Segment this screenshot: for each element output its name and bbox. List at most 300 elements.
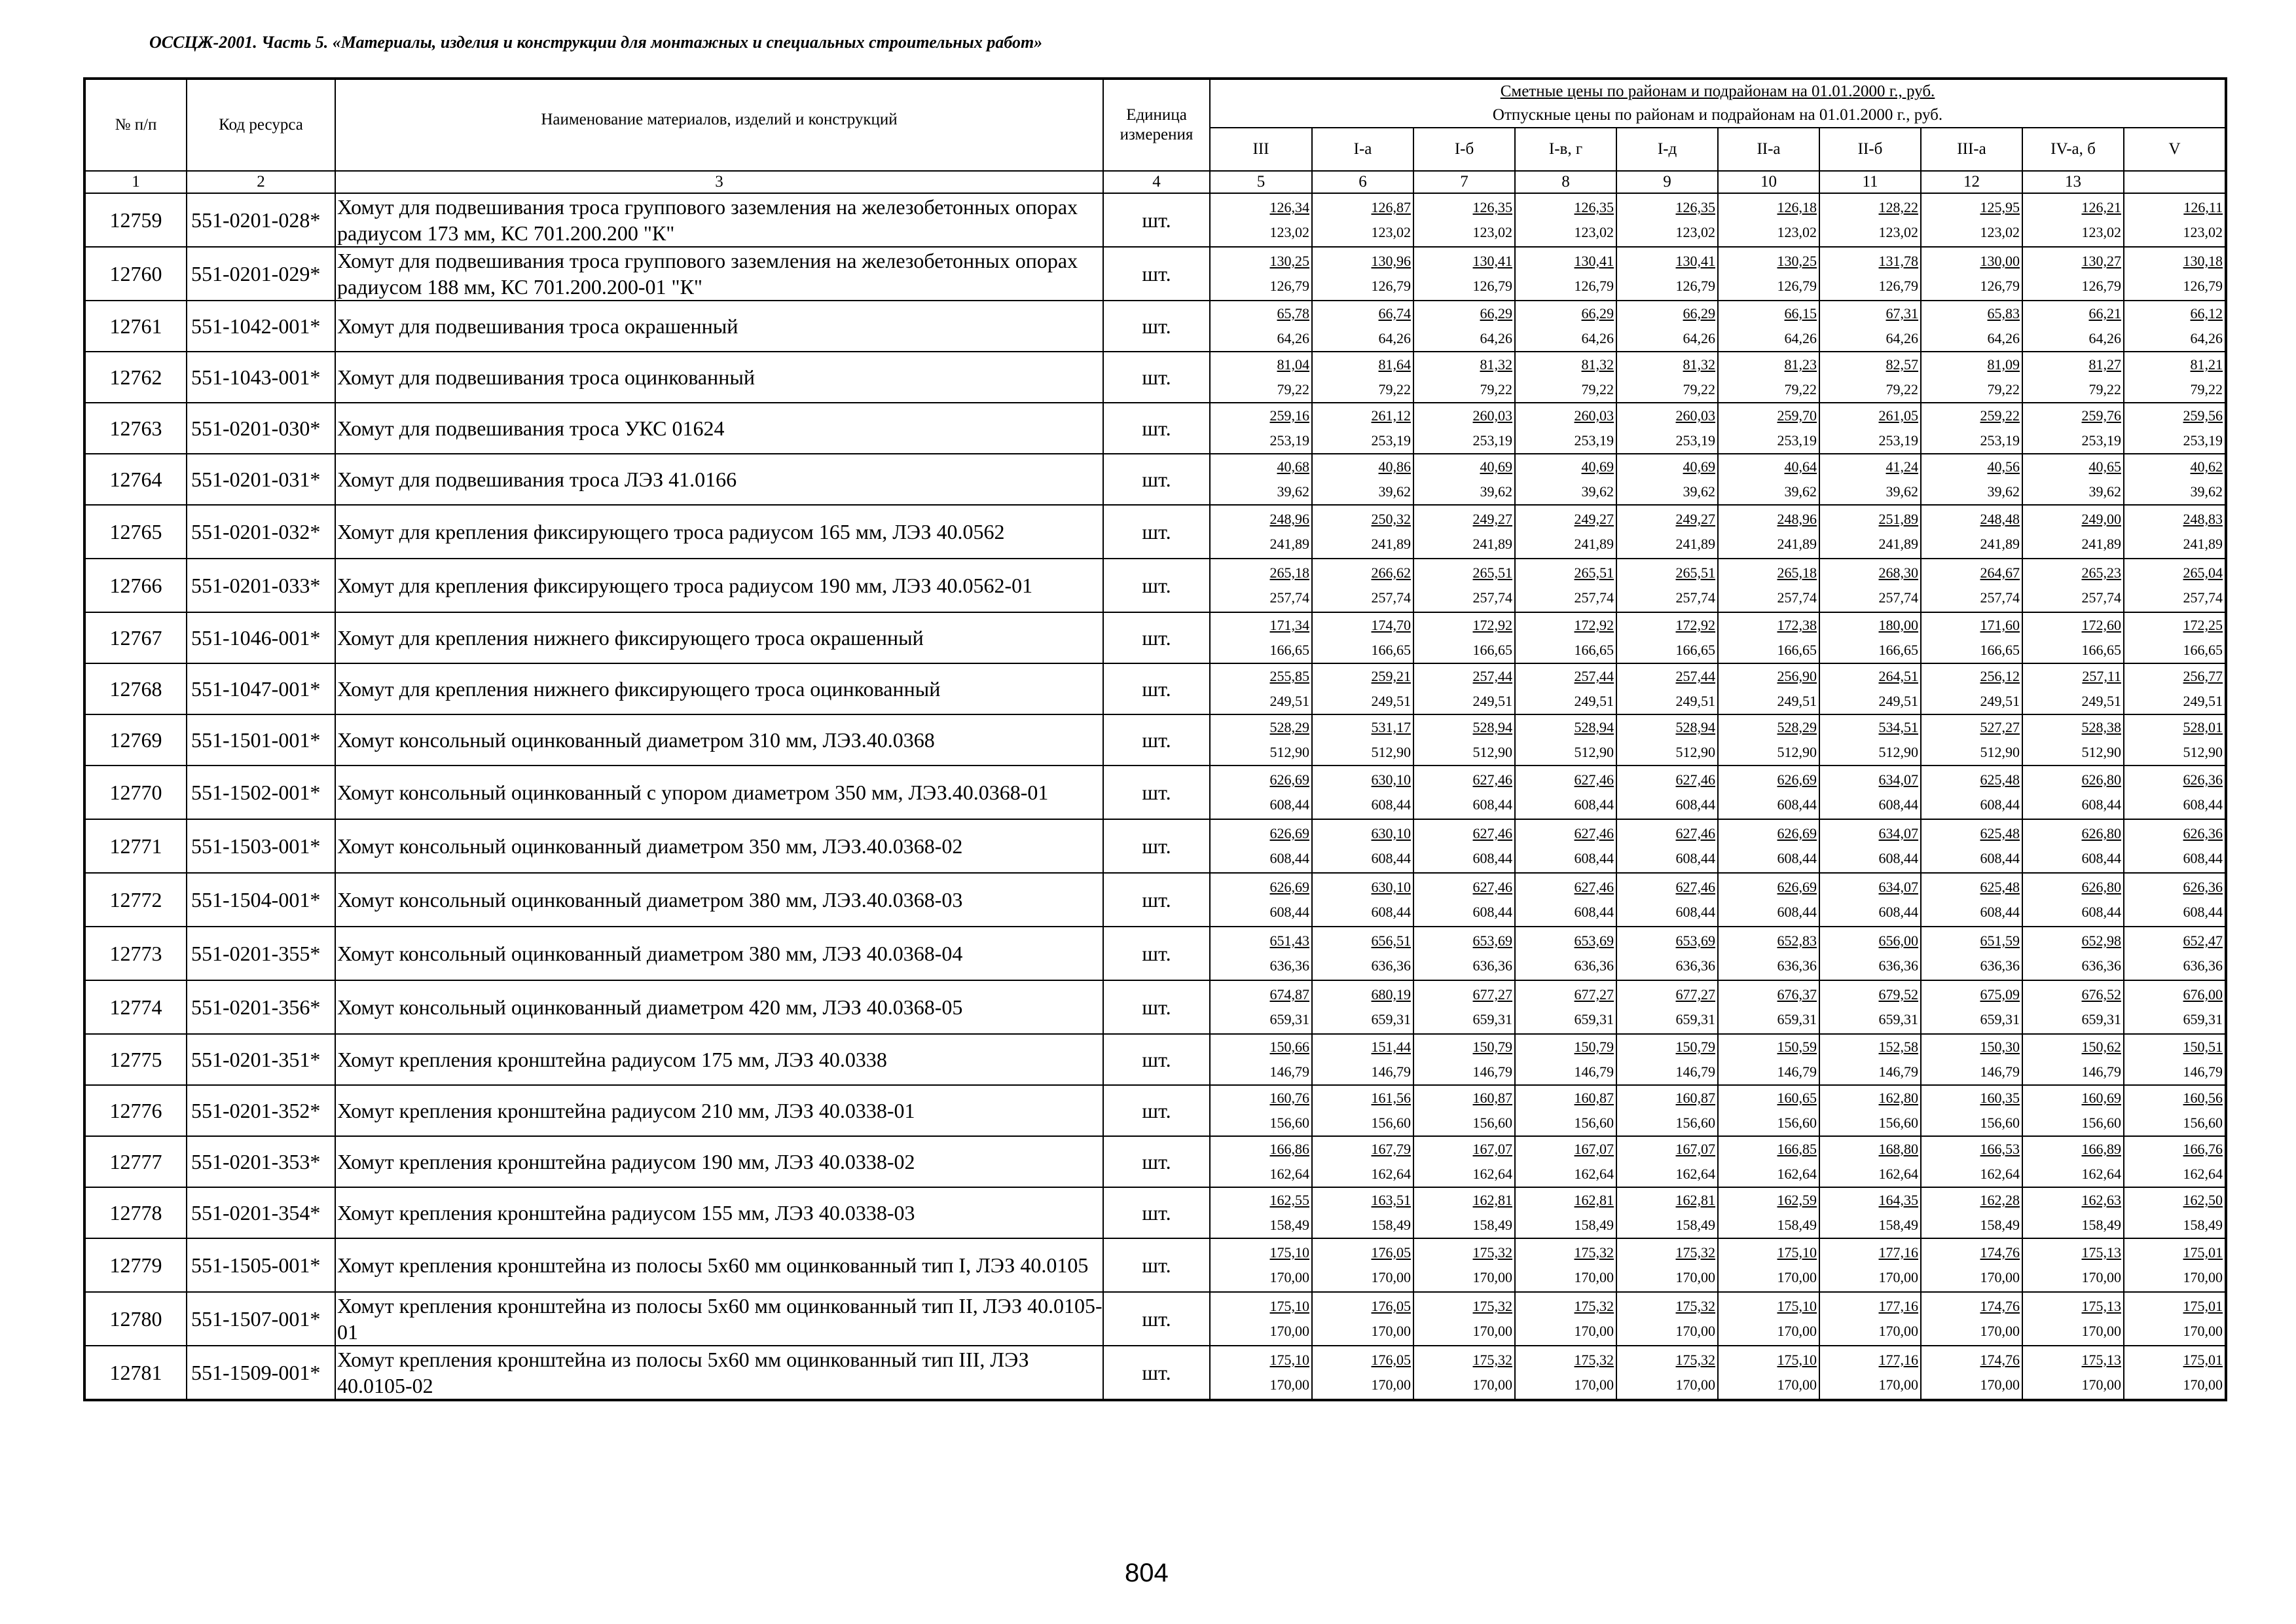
estimated-price: 81,21 [2190, 356, 2223, 373]
estimated-price: 175,01 [2183, 1352, 2223, 1368]
estimated-price: 175,10 [1269, 1298, 1309, 1314]
price-cell [1515, 193, 1616, 247]
column-number: 3 [335, 171, 1103, 193]
price-cell [2124, 873, 2226, 927]
item-name: Хомут для подвешивания троса УКС 01624 [335, 403, 1103, 454]
estimated-price: 160,65 [1777, 1090, 1817, 1106]
price-cell [1819, 1136, 1921, 1187]
release-price: 156,60 [2081, 1115, 2121, 1131]
price-cell [2022, 612, 2124, 663]
column-number: 13 [2022, 171, 2124, 193]
column-number: 5 [1210, 171, 1312, 193]
release-price: 608,44 [1777, 850, 1817, 866]
price-cell [1921, 1034, 2022, 1085]
prices-header-release: Отпускные цены по районам и подрайонам на 01.01.2000 г., руб. [1492, 106, 1943, 124]
price-cell [1210, 980, 1312, 1034]
release-price: 126,79 [1269, 278, 1309, 294]
release-price: 39,62 [2190, 483, 2223, 500]
price-cell [1616, 766, 1718, 819]
price-cell [2022, 1292, 2124, 1346]
resource-code: 551-0201-030* [187, 403, 335, 454]
estimated-price: 626,69 [1269, 771, 1309, 788]
unit-of-measure: шт. [1103, 193, 1210, 247]
price-cell [1819, 193, 1921, 247]
region-header: II-а [1718, 128, 1819, 171]
estimated-price: 172,25 [2183, 617, 2223, 633]
price-cell [1413, 1085, 1515, 1136]
price-cell [1210, 1292, 1312, 1346]
release-price: 123,02 [1371, 224, 1411, 240]
release-price: 79,22 [1683, 381, 1715, 397]
release-price: 126,79 [1980, 278, 2020, 294]
estimated-price: 256,12 [1980, 668, 2020, 684]
price-cell [1718, 819, 1819, 873]
row-number: 12768 [84, 663, 187, 714]
estimated-price: 177,16 [1878, 1298, 1918, 1314]
row-number: 12765 [84, 505, 187, 559]
table-row [84, 663, 2226, 714]
price-cell [1921, 1136, 2022, 1187]
resource-code: 551-1042-001* [187, 301, 335, 352]
price-cell [1515, 1346, 1616, 1400]
price-cell [2022, 1034, 2124, 1085]
release-price: 146,79 [1472, 1063, 1512, 1080]
resource-code: 551-1507-001* [187, 1292, 335, 1346]
price-cell [1210, 1346, 1312, 1400]
release-price: 79,22 [1784, 381, 1817, 397]
price-cell [2124, 505, 2226, 559]
estimated-price: 162,81 [1675, 1192, 1715, 1208]
estimated-price: 126,35 [1574, 199, 1614, 215]
price-cell [1515, 352, 1616, 403]
column-number: 8 [1515, 171, 1616, 193]
price-cell [1921, 819, 2022, 873]
item-name: Хомут для подвешивания троса группового заземления на железобетонных опорах радиусом 173 мм, КС 701.200.200 "К" [335, 193, 1103, 247]
release-price: 162,64 [1472, 1166, 1512, 1182]
price-cell [1515, 1034, 1616, 1085]
estimated-price: 627,46 [1574, 771, 1614, 788]
resource-code: 551-1504-001* [187, 873, 335, 927]
column-number: 2 [187, 171, 335, 193]
estimated-price: 40,65 [2088, 458, 2121, 475]
release-price: 170,00 [1878, 1323, 1918, 1339]
region-header: IV-а, б [2022, 128, 2124, 171]
price-cell [2022, 927, 2124, 980]
price-cell [2022, 1085, 2124, 1136]
price-cell [1312, 403, 1413, 454]
release-price: 170,00 [1269, 1269, 1309, 1285]
estimated-price: 175,32 [1574, 1298, 1614, 1314]
price-cell [1819, 352, 1921, 403]
price-cell [1616, 1238, 1718, 1292]
release-price: 170,00 [2183, 1323, 2223, 1339]
col-header-unit: Единица измерения [1103, 79, 1210, 171]
column-number: 9 [1616, 171, 1718, 193]
release-price: 659,31 [1472, 1011, 1512, 1027]
estimated-price: 249,27 [1574, 511, 1614, 527]
release-price: 170,00 [1980, 1269, 2020, 1285]
price-cell [1413, 714, 1515, 766]
release-price: 166,65 [1878, 642, 1918, 658]
price-cell [2124, 1187, 2226, 1238]
unit-of-measure: шт. [1103, 352, 1210, 403]
estimated-price: 172,92 [1472, 617, 1512, 633]
estimated-price: 126,18 [1777, 199, 1817, 215]
estimated-price: 528,29 [1777, 719, 1817, 735]
release-price: 126,79 [2081, 278, 2121, 294]
resource-code: 551-0201-032* [187, 505, 335, 559]
estimated-price: 676,37 [1777, 986, 1817, 1003]
estimated-price: 677,27 [1574, 986, 1614, 1003]
estimated-price: 150,30 [1980, 1039, 2020, 1055]
price-cell [2124, 247, 2226, 301]
release-price: 608,44 [2183, 796, 2223, 813]
release-price: 170,00 [1980, 1376, 2020, 1393]
table-row [84, 1238, 2226, 1292]
price-cell [1515, 980, 1616, 1034]
price-cell [2124, 1238, 2226, 1292]
price-cell [1312, 663, 1413, 714]
release-price: 636,36 [1878, 957, 1918, 974]
prices-header-estimated: Сметные цены по районам и подрайонам на 01.01.2000 г., руб. [1500, 83, 1935, 100]
price-cell [1413, 927, 1515, 980]
price-cell [1515, 1238, 1616, 1292]
estimated-price: 172,60 [2081, 617, 2121, 633]
release-price: 146,79 [2183, 1063, 2223, 1080]
price-cell [1210, 247, 1312, 301]
estimated-price: 130,18 [2183, 253, 2223, 269]
estimated-price: 40,86 [1378, 458, 1411, 475]
price-cell [1515, 247, 1616, 301]
price-cell [1515, 663, 1616, 714]
release-price: 608,44 [1472, 796, 1512, 813]
price-cell [1819, 1085, 1921, 1136]
price-cell [2022, 403, 2124, 454]
price-cell [1819, 663, 1921, 714]
estimated-price: 160,56 [2183, 1090, 2223, 1106]
release-price: 156,60 [1878, 1115, 1918, 1131]
release-price: 249,51 [1371, 693, 1411, 709]
estimated-price: 130,25 [1269, 253, 1309, 269]
item-name: Хомут для крепления фиксирующего троса радиусом 165 мм, ЛЭЗ 40.0562 [335, 505, 1103, 559]
release-price: 39,62 [1784, 483, 1817, 500]
estimated-price: 150,79 [1472, 1039, 1512, 1055]
price-cell [1413, 663, 1515, 714]
estimated-price: 264,67 [1980, 564, 2020, 581]
estimated-price: 675,09 [1980, 986, 2020, 1003]
price-cell [1819, 454, 1921, 505]
price-cell [1819, 247, 1921, 301]
estimated-price: 528,94 [1472, 719, 1512, 735]
price-cell [1413, 873, 1515, 927]
release-price: 241,89 [1472, 536, 1512, 552]
estimated-price: 40,69 [1683, 458, 1715, 475]
price-cell [2124, 766, 2226, 819]
estimated-price: 81,04 [1277, 356, 1309, 373]
estimated-price: 627,46 [1472, 879, 1512, 895]
price-cell [2022, 873, 2124, 927]
table-row [84, 819, 2226, 873]
estimated-price: 180,00 [1878, 617, 1918, 633]
unit-of-measure: шт. [1103, 663, 1210, 714]
estimated-price: 176,05 [1371, 1298, 1411, 1314]
release-price: 608,44 [1269, 796, 1309, 813]
price-cell [1616, 193, 1718, 247]
price-cell [2022, 1346, 2124, 1400]
price-cell [2022, 559, 2124, 612]
price-cell [2124, 193, 2226, 247]
estimated-price: 268,30 [1878, 564, 1918, 581]
release-price: 126,79 [1371, 278, 1411, 294]
column-number: 1 [84, 171, 187, 193]
price-cell [1718, 980, 1819, 1034]
estimated-price: 130,41 [1472, 253, 1512, 269]
row-number: 12777 [84, 1136, 187, 1187]
estimated-price: 177,16 [1878, 1352, 1918, 1368]
release-price: 659,31 [1777, 1011, 1817, 1027]
row-number: 12762 [84, 352, 187, 403]
page-number: 804 [1125, 1559, 1169, 1587]
release-price: 146,79 [1878, 1063, 1918, 1080]
price-cell [1515, 559, 1616, 612]
release-price: 166,65 [1675, 642, 1715, 658]
release-price: 241,89 [2183, 536, 2223, 552]
estimated-price: 166,86 [1269, 1141, 1309, 1157]
release-price: 249,51 [1675, 693, 1715, 709]
table-header [84, 79, 2226, 193]
release-price: 64,26 [1277, 330, 1309, 346]
price-cell [2124, 1085, 2226, 1136]
price-cell [1210, 1034, 1312, 1085]
release-price: 166,65 [1269, 642, 1309, 658]
price-cell [1616, 873, 1718, 927]
release-price: 257,74 [1371, 589, 1411, 606]
release-price: 608,44 [1675, 796, 1715, 813]
resource-code: 551-1046-001* [187, 612, 335, 663]
price-cell [1718, 1136, 1819, 1187]
price-cell [1718, 559, 1819, 612]
estimated-price: 40,69 [1581, 458, 1614, 475]
row-number: 12780 [84, 1292, 187, 1346]
price-cell [1718, 873, 1819, 927]
release-price: 64,26 [2088, 330, 2121, 346]
price-cell [1515, 873, 1616, 927]
release-price: 253,19 [1675, 432, 1715, 449]
estimated-price: 175,32 [1574, 1244, 1614, 1261]
release-price: 170,00 [1371, 1323, 1411, 1339]
release-price: 156,60 [1675, 1115, 1715, 1131]
estimated-price: 150,66 [1269, 1039, 1309, 1055]
col-header-name: Наименование материалов, изделий и конструкций [335, 79, 1103, 171]
release-price: 241,89 [1675, 536, 1715, 552]
release-price: 39,62 [2088, 483, 2121, 500]
release-price: 170,00 [1472, 1376, 1512, 1393]
release-price: 126,79 [2183, 278, 2223, 294]
release-price: 249,51 [2081, 693, 2121, 709]
release-price: 158,49 [1574, 1217, 1614, 1233]
price-cell [1616, 714, 1718, 766]
table-row [84, 352, 2226, 403]
price-cell [2124, 454, 2226, 505]
price-cell [1210, 714, 1312, 766]
estimated-price: 67,31 [1886, 305, 1918, 322]
release-price: 608,44 [1574, 850, 1614, 866]
estimated-price: 627,46 [1472, 771, 1512, 788]
estimated-price: 259,56 [2183, 407, 2223, 424]
table-row [84, 1346, 2226, 1400]
region-header: I-б [1413, 128, 1515, 171]
release-price: 64,26 [1784, 330, 1817, 346]
release-price: 162,64 [1269, 1166, 1309, 1182]
estimated-price: 626,69 [1269, 879, 1309, 895]
estimated-price: 162,80 [1878, 1090, 1918, 1106]
estimated-price: 266,62 [1371, 564, 1411, 581]
estimated-price: 40,62 [2190, 458, 2223, 475]
estimated-price: 257,44 [1675, 668, 1715, 684]
price-cell [1921, 1346, 2022, 1400]
release-price: 166,65 [1574, 642, 1614, 658]
price-cell [1819, 873, 1921, 927]
price-cell [1921, 1187, 2022, 1238]
price-cell [1413, 1292, 1515, 1346]
row-number: 12759 [84, 193, 187, 247]
row-number: 12776 [84, 1085, 187, 1136]
release-price: 512,90 [1878, 744, 1918, 760]
price-cell [2022, 714, 2124, 766]
estimated-price: 41,24 [1886, 458, 1918, 475]
estimated-price: 150,59 [1777, 1039, 1817, 1055]
item-name: Хомут крепления кронштейна радиусом 175 мм, ЛЭЗ 40.0338 [335, 1034, 1103, 1085]
resource-code: 551-1509-001* [187, 1346, 335, 1400]
estimated-price: 630,10 [1371, 771, 1411, 788]
estimated-price: 166,76 [2183, 1141, 2223, 1157]
release-price: 249,51 [1878, 693, 1918, 709]
release-price: 39,62 [1987, 483, 2020, 500]
estimated-price: 175,32 [1675, 1298, 1715, 1314]
resource-code: 551-0201-356* [187, 980, 335, 1034]
estimated-price: 40,69 [1480, 458, 1512, 475]
release-price: 170,00 [1675, 1376, 1715, 1393]
release-price: 636,36 [1472, 957, 1512, 974]
price-cell [1921, 980, 2022, 1034]
estimated-price: 652,98 [2081, 932, 2121, 949]
table-row [84, 927, 2226, 980]
release-price: 170,00 [1371, 1376, 1411, 1393]
price-cell [1921, 403, 2022, 454]
release-price: 156,60 [1472, 1115, 1512, 1131]
release-price: 156,60 [1371, 1115, 1411, 1131]
price-cell [1921, 247, 2022, 301]
price-cell [1312, 1238, 1413, 1292]
estimated-price: 626,69 [1777, 879, 1817, 895]
price-cell [2124, 927, 2226, 980]
release-price: 659,31 [1878, 1011, 1918, 1027]
estimated-price: 175,10 [1269, 1244, 1309, 1261]
estimated-price: 130,00 [1980, 253, 2020, 269]
estimated-price: 175,13 [2081, 1244, 2121, 1261]
estimated-price: 162,81 [1574, 1192, 1614, 1208]
estimated-price: 166,85 [1777, 1141, 1817, 1157]
price-cell [1616, 352, 1718, 403]
price-cell [1413, 352, 1515, 403]
release-price: 608,44 [1371, 850, 1411, 866]
price-cell [1819, 819, 1921, 873]
price-cell [1616, 980, 1718, 1034]
price-cell [2022, 1187, 2124, 1238]
release-price: 636,36 [1371, 957, 1411, 974]
estimated-price: 261,05 [1878, 407, 1918, 424]
price-cell [1210, 454, 1312, 505]
release-price: 608,44 [2081, 796, 2121, 813]
release-price: 126,79 [1472, 278, 1512, 294]
price-cell [1210, 1136, 1312, 1187]
price-cell [1616, 505, 1718, 559]
estimated-price: 150,79 [1574, 1039, 1614, 1055]
price-cell [1413, 766, 1515, 819]
estimated-price: 627,46 [1675, 879, 1715, 895]
estimated-price: 634,07 [1878, 771, 1918, 788]
release-price: 146,79 [1980, 1063, 2020, 1080]
release-price: 253,19 [1878, 432, 1918, 449]
estimated-price: 175,10 [1777, 1298, 1817, 1314]
price-cell [1312, 301, 1413, 352]
release-price: 608,44 [1980, 904, 2020, 920]
release-price: 659,31 [1574, 1011, 1614, 1027]
table-row [84, 1085, 2226, 1136]
price-cell [1312, 766, 1413, 819]
release-price: 39,62 [1277, 483, 1309, 500]
release-price: 170,00 [1878, 1269, 1918, 1285]
estimated-price: 160,69 [2081, 1090, 2121, 1106]
price-cell [2022, 1238, 2124, 1292]
release-price: 64,26 [1886, 330, 1918, 346]
release-price: 512,90 [2183, 744, 2223, 760]
release-price: 170,00 [1269, 1376, 1309, 1393]
release-price: 608,44 [1574, 904, 1614, 920]
estimated-price: 175,01 [2183, 1244, 2223, 1261]
estimated-price: 160,87 [1574, 1090, 1614, 1106]
resource-code: 551-0201-028* [187, 193, 335, 247]
release-price: 170,00 [1675, 1269, 1715, 1285]
price-cell [1718, 663, 1819, 714]
release-price: 158,49 [1675, 1217, 1715, 1233]
price-cell [1515, 1187, 1616, 1238]
price-cell [1312, 1136, 1413, 1187]
estimated-price: 66,12 [2190, 305, 2223, 322]
price-cell [2022, 819, 2124, 873]
release-price: 257,74 [1269, 589, 1309, 606]
price-cell [1921, 559, 2022, 612]
estimated-price: 626,69 [1269, 825, 1309, 841]
estimated-price: 626,80 [2081, 825, 2121, 841]
item-name: Хомут для подвешивания троса группового заземления на железобетонных опорах радиусом 188 мм, КС 701.200.200-01 "К" [335, 247, 1103, 301]
row-number: 12761 [84, 301, 187, 352]
release-price: 166,65 [2183, 642, 2223, 658]
price-cell [1718, 352, 1819, 403]
estimated-price: 676,00 [2183, 986, 2223, 1003]
price-cell [1515, 612, 1616, 663]
estimated-price: 626,36 [2183, 771, 2223, 788]
estimated-price: 527,27 [1980, 719, 2020, 735]
price-cell [1819, 1238, 1921, 1292]
price-cell [2124, 1346, 2226, 1400]
price-cell [1616, 454, 1718, 505]
release-price: 636,36 [1574, 957, 1614, 974]
release-price: 158,49 [1269, 1217, 1309, 1233]
price-cell [1921, 301, 2022, 352]
release-price: 156,60 [1777, 1115, 1817, 1131]
price-cell [1413, 819, 1515, 873]
